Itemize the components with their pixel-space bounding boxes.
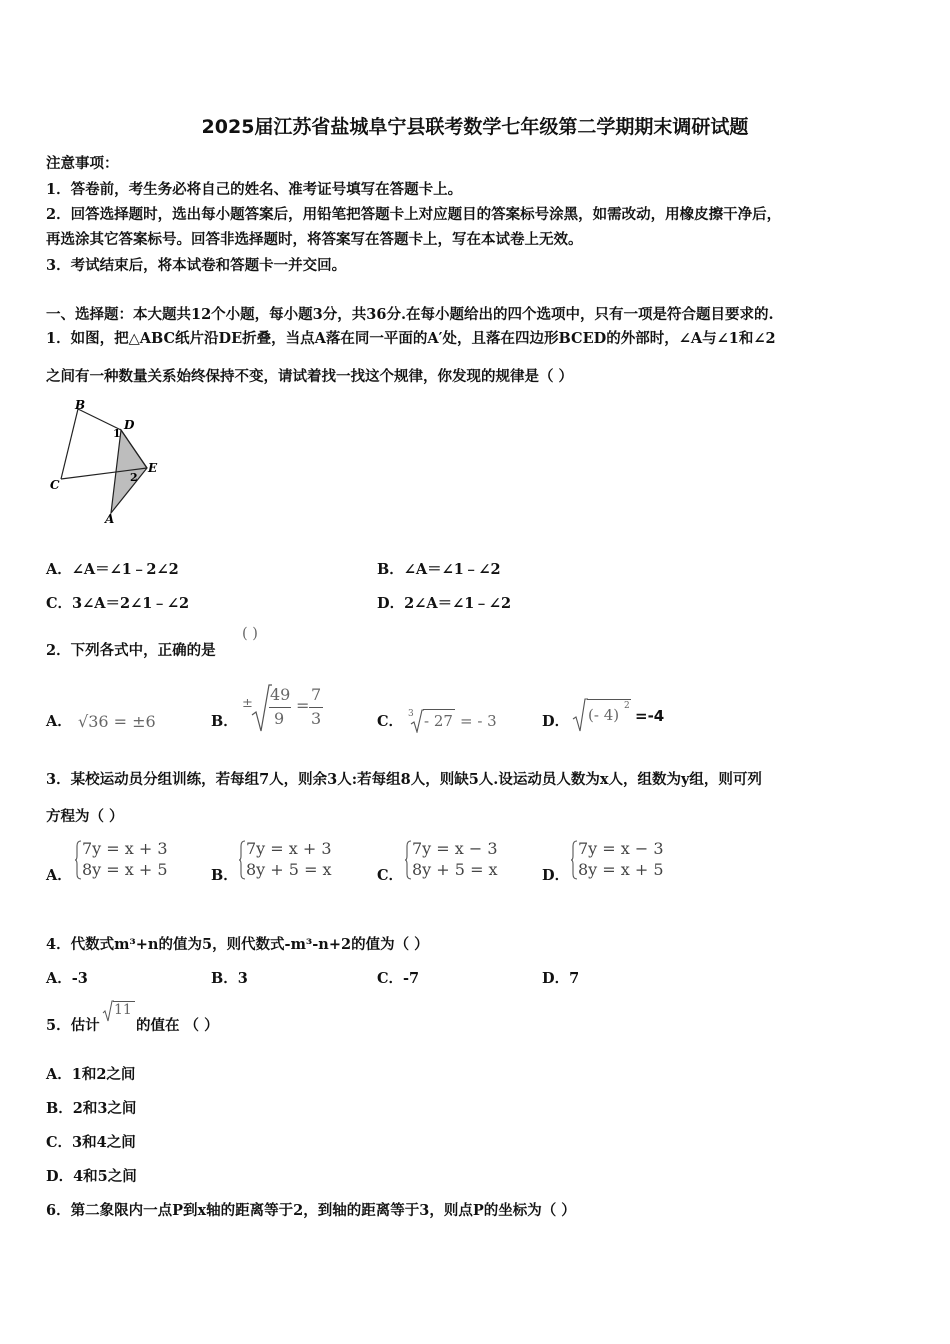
q2-d-rhs: =-4 — [635, 707, 665, 725]
q3-d-eq2: 8y = x + 5 — [578, 860, 664, 879]
q2-paren: ( ) — [242, 626, 258, 642]
q3-option-d-system — [570, 838, 680, 882]
q5-option-c[interactable]: C．3和4之间 — [46, 1134, 136, 1151]
q2-option-a-label[interactable]: A． — [46, 713, 72, 730]
q2-b-rhs-numerator: 7 — [311, 685, 322, 704]
question-4-stem: 4．代数式m³+n的值为5，则代数式-m³-n+2的值为（ ） — [46, 936, 429, 953]
question-5-stem-post: 的值在 （ ） — [136, 1017, 219, 1034]
q1-option-b[interactable]: B．∠A＝∠1﹣∠2 — [377, 561, 501, 578]
label-d: D — [124, 418, 135, 432]
notes-heading: 注意事项： — [46, 155, 119, 172]
label-b: B — [75, 398, 86, 412]
q3-option-c-system — [404, 838, 514, 882]
label-c: C — [50, 478, 60, 492]
note-item: 1．答卷前，考生务必将自己的姓名、准考证号填写在答题卡上。 — [46, 181, 463, 198]
label-angle-2: 2 — [130, 471, 138, 484]
segment-bc — [61, 409, 78, 479]
q5-option-a[interactable]: A．1和2之间 — [46, 1066, 136, 1083]
note-item: 3．考试结束后，将本试卷和答题卡一并交回。 — [46, 257, 347, 274]
question-1-line-2: 之间有一种数量关系始终保持不变，请试着找一找这个规律，你发现的规律是（ ） — [46, 368, 574, 385]
fraction-bar — [309, 707, 323, 708]
q2-d-radicand: (- 4) — [588, 706, 620, 724]
q2-b-plusminus: ± — [242, 696, 253, 711]
q2-b-numerator: 49 — [270, 685, 291, 704]
q2-c-radicand: - 27 — [424, 712, 453, 730]
q3-option-d-label[interactable]: D． — [542, 867, 570, 884]
q4-option-d[interactable]: D．7 — [542, 970, 580, 987]
question-5-stem-pre: 5．估计 — [46, 1017, 100, 1034]
q4-option-c[interactable]: C．-7 — [377, 970, 420, 987]
q5-radicand: 11 — [114, 1002, 132, 1018]
q1-option-a[interactable]: A．∠A＝∠1﹣2∠2 — [46, 561, 179, 578]
q2-c-rhs: = - 3 — [460, 712, 497, 730]
q2-c-index: 3 — [408, 709, 414, 719]
q3-c-eq2: 8y + 5 = x — [412, 860, 498, 879]
q2-b-rhs-denominator: 3 — [311, 709, 322, 728]
q1-option-c[interactable]: C．3∠A＝2∠1﹣∠2 — [46, 595, 190, 612]
q2-option-d-math — [572, 697, 682, 735]
q1-option-d[interactable]: D．2∠A＝∠1﹣∠2 — [377, 595, 512, 612]
page-title: 2025届江苏省盐城阜宁县联考数学七年级第二学期期末调研试题 — [201, 116, 749, 138]
left-brace-icon — [74, 840, 82, 880]
radical-sign-icon — [572, 697, 588, 733]
q2-option-c-math — [406, 707, 506, 735]
question-1-line-1: 1．如图，把△ABC纸片沿DE折叠，当点A落在同一平面的A′处，且落在四边形BCED的外部时，∠A与∠1和∠2 — [46, 330, 776, 347]
label-a: A — [105, 512, 115, 526]
left-brace-icon — [570, 840, 578, 880]
radical-sign-icon — [410, 709, 424, 733]
q3-d-eq1: 7y = x − 3 — [578, 839, 664, 858]
fold-triangle-figure — [45, 395, 165, 530]
q3-option-a-system — [74, 838, 184, 882]
q2-b-equals: = — [296, 696, 310, 715]
q3-option-b-label[interactable]: B． — [211, 867, 238, 884]
left-brace-icon — [238, 840, 246, 880]
q2-option-c-label[interactable]: C． — [377, 713, 404, 730]
question-3-line-1: 3．某校运动员分组训练，若每组7人，则余3人:若每组8人，则缺5人.设运动员人数为x人，组数为y组，则可列 — [46, 771, 762, 788]
left-brace-icon — [404, 840, 412, 880]
q2-option-a-math: √36 = ±6 — [78, 712, 156, 731]
q5-option-d[interactable]: D．4和5之间 — [46, 1168, 137, 1185]
q3-option-c-label[interactable]: C． — [377, 867, 404, 884]
q5-sqrt-11 — [102, 1000, 136, 1024]
q3-b-eq2: 8y + 5 = x — [246, 860, 332, 879]
label-e: E — [148, 461, 158, 475]
radical-bar — [587, 699, 631, 700]
q3-c-eq1: 7y = x − 3 — [412, 839, 498, 858]
radical-sign-icon — [102, 1000, 114, 1022]
radical-bar — [423, 709, 455, 710]
q4-option-a[interactable]: A．-3 — [46, 970, 88, 987]
q5-option-b[interactable]: B．2和3之间 — [46, 1100, 137, 1117]
q2-d-exponent: 2 — [624, 701, 630, 711]
question-6-stem: 6．第二象限内一点P到x轴的距离等于2，到轴的距离等于3，则点P的坐标为（ ） — [46, 1202, 576, 1219]
q2-option-d-label[interactable]: D． — [542, 713, 570, 730]
note-item: 2．回答选择题时，选出每小题答案后，用铅笔把答题卡上对应题目的答案标号涂黑，如需改动，用橡皮擦干净后， — [46, 206, 782, 223]
q3-option-b-system — [238, 838, 348, 882]
radical-sign-icon — [250, 683, 272, 733]
q2-option-b-math — [240, 683, 330, 733]
question-2-stem: 2．下列各式中，正确的是 — [46, 642, 216, 659]
question-3-line-2: 方程为（ ） — [46, 808, 124, 825]
q2-option-b-label[interactable]: B． — [211, 713, 238, 730]
section-heading: 一、选择题：本大题共12个小题，每小题3分，共36分.在每小题给出的四个选项中，只有一项是符合题目要求的. — [46, 306, 774, 323]
q3-a-eq2: 8y = x + 5 — [82, 860, 168, 879]
note-item: 再选涂其它答案标号。回答非选择题时，将答案写在答题卡上，写在本试卷上无效。 — [46, 231, 583, 248]
q4-option-b[interactable]: B．3 — [211, 970, 248, 987]
q3-option-a-label[interactable]: A． — [46, 867, 72, 884]
q3-b-eq1: 7y = x + 3 — [246, 839, 332, 858]
fraction-bar — [269, 707, 291, 708]
label-angle-1: 1 — [113, 427, 121, 440]
q2-b-denominator: 9 — [274, 709, 285, 728]
q3-a-eq1: 7y = x + 3 — [82, 839, 168, 858]
